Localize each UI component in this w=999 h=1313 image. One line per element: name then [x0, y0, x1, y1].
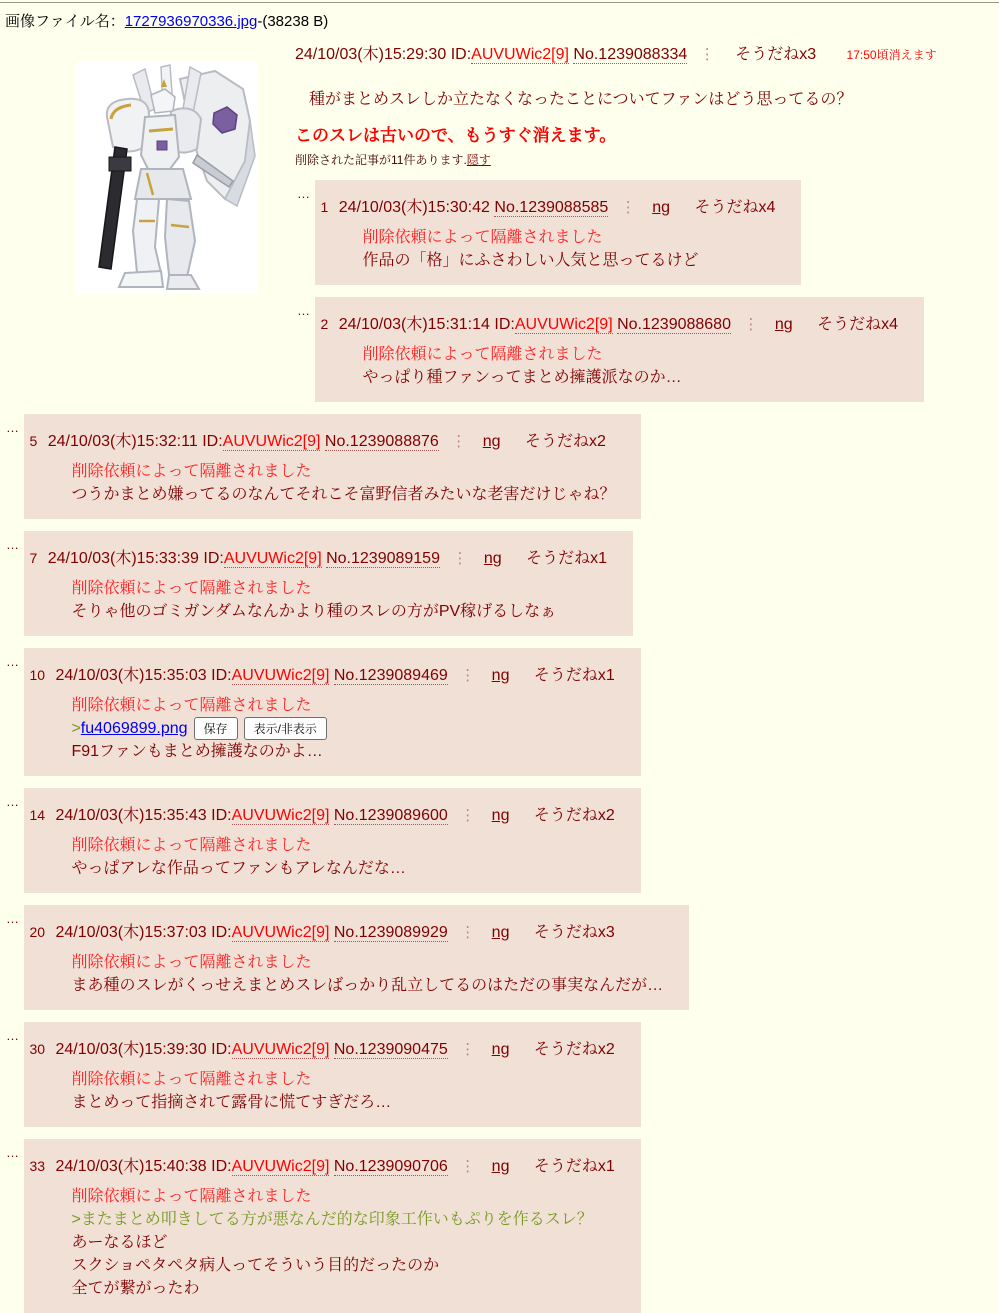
- op-text: 種がまとめスレしか立たなくなったことについてファンはどう思ってるの？: [309, 91, 853, 108]
- reply-post: [24, 531, 633, 636]
- reply-menu-dots-icon[interactable]: …: [6, 1028, 19, 1043]
- reply-text-line: スクショペタペタ病人ってそういう目的だったのか: [71, 1257, 440, 1274]
- quarantine-notice: 削除依頼によって隔離されました: [71, 463, 312, 480]
- reply-body: [71, 694, 614, 763]
- reply-header: [29, 428, 615, 451]
- reply-text-line: 作品の「格」にふさわしい人気と思ってるけど: [362, 252, 699, 269]
- reply-row: [6, 414, 999, 519]
- post-menu-icon[interactable]: ⋮: [460, 924, 476, 941]
- reply-row: [6, 1022, 999, 1127]
- op-post: [295, 41, 999, 168]
- reply-post-number[interactable]: No.1239088585: [494, 199, 609, 216]
- reply-date: 24/10/03(木)15:40:38: [55, 1158, 207, 1175]
- reply-id-wrap: [202, 433, 320, 451]
- reply-soudane-counter[interactable]: そうだねx1: [526, 550, 608, 567]
- reply-id[interactable]: AUVUWic2[9]: [231, 1158, 330, 1175]
- reply-post: [24, 648, 640, 776]
- reply-id-wrap: [211, 667, 329, 685]
- deleted-articles-text: 削除された記事が11件あります.: [295, 153, 467, 167]
- quarantine-notice: 削除依頼によって隔離されました: [71, 1071, 312, 1088]
- quote-line: >またまとめ叩きしてる方が悪なんだ的な印象工作いもぷりを作るスレ？: [71, 1211, 593, 1228]
- reply-header: [29, 1153, 614, 1176]
- reply-id-wrap: [203, 550, 321, 568]
- ng-link[interactable]: ng: [491, 924, 510, 941]
- reply-number: 7: [29, 550, 38, 566]
- reply-id-label: ID:: [211, 1158, 232, 1175]
- top-divider: [0, 2, 999, 3]
- reply-menu-dots-icon[interactable]: …: [6, 911, 19, 926]
- reply-date: 24/10/03(木)15:31:14: [338, 316, 490, 333]
- reply-row: [6, 531, 999, 636]
- reply-id-label: ID:: [211, 1041, 232, 1058]
- post-menu-icon[interactable]: ⋮: [460, 667, 476, 684]
- reply-menu-dots-icon[interactable]: …: [297, 303, 310, 318]
- post-menu-icon[interactable]: ⋮: [460, 1041, 476, 1058]
- file-info-bar: [5, 10, 999, 31]
- reply-header: [320, 311, 898, 334]
- reply-header: [29, 919, 663, 942]
- quarantine-notice: 削除依頼によって隔離されました: [71, 954, 312, 971]
- reply-id-label: ID:: [211, 924, 232, 941]
- reply-id[interactable]: AUVUWic2[9]: [223, 550, 322, 567]
- quarantine-notice: 削除依頼によって隔離されました: [362, 346, 603, 363]
- op-date: 24/10/03(木)15:29:30: [295, 46, 447, 63]
- quarantine-notice: 削除依頼によって隔離されました: [71, 1188, 312, 1205]
- reply-post: [24, 414, 641, 519]
- reply-menu-dots-icon[interactable]: …: [6, 794, 19, 809]
- post-menu-icon[interactable]: ⋮: [460, 807, 476, 824]
- reply-soudane-counter[interactable]: そうだねx2: [533, 807, 615, 824]
- reply-number: 1: [320, 199, 329, 215]
- reply-body: [71, 951, 663, 997]
- reply-body: [71, 577, 607, 623]
- reply-date: 24/10/03(木)15:37:03: [55, 924, 207, 941]
- reply-number: 5: [29, 433, 38, 449]
- reply-soudane-counter[interactable]: そうだねx4: [694, 199, 776, 216]
- ng-link[interactable]: ng: [491, 1041, 510, 1058]
- post-menu-icon[interactable]: ⋮: [451, 433, 467, 450]
- reply-id-wrap: [211, 1041, 329, 1059]
- reply-header: [320, 194, 775, 217]
- op-id-label: ID:: [450, 46, 472, 63]
- reply-date: 24/10/03(木)15:32:11: [47, 433, 198, 450]
- reply-id-wrap: [494, 316, 612, 334]
- reply-post-number[interactable]: No.1239088680: [617, 316, 731, 333]
- ng-link[interactable]: ng: [482, 433, 501, 450]
- thread-old-warning: このスレは古いので、もうすぐ消えます。: [295, 126, 617, 145]
- quote-mark: >: [71, 720, 81, 737]
- reply-post: [315, 180, 801, 285]
- reply-id-label: ID:: [494, 316, 515, 333]
- reply-post: [24, 905, 689, 1010]
- reply-text-line: F91ファンもまとめ擁護なのかよ…: [71, 743, 323, 760]
- reply-soudane-counter[interactable]: そうだねx2: [524, 433, 606, 450]
- reply-number: 2: [320, 316, 329, 332]
- reply-soudane-counter[interactable]: そうだねx3: [533, 924, 615, 941]
- reply-id[interactable]: AUVUWic2[9]: [231, 807, 330, 824]
- reply-menu-dots-icon[interactable]: …: [297, 186, 310, 201]
- ng-link[interactable]: ng: [491, 807, 510, 824]
- reply-row: [6, 1139, 999, 1313]
- reply-text-line: まあ種のスレがくっせえまとめスレばっかり乱立してるのはただの事実なんだが…: [71, 977, 664, 994]
- reply-post: [24, 1139, 640, 1313]
- reply-id-label: ID:: [202, 433, 223, 450]
- reply-body: [71, 834, 614, 880]
- reply-soudane-counter[interactable]: そうだねx1: [533, 667, 615, 684]
- quarantine-notice: 削除依頼によって隔離されました: [71, 837, 312, 854]
- reply-number: 14: [29, 807, 46, 823]
- reply-body: [362, 343, 898, 389]
- quarantine-notice: 削除依頼によって隔離されました: [71, 580, 312, 597]
- reply-soudane-counter[interactable]: そうだねx4: [817, 316, 899, 333]
- op-post-header: [295, 41, 999, 64]
- reply-header: [29, 662, 614, 685]
- reply-row: [297, 180, 999, 285]
- replies-list: [0, 180, 999, 1313]
- reply-soudane-counter[interactable]: そうだねx1: [533, 1158, 615, 1175]
- reply-text-line: やっぱアレな作品ってファンもアレなんだな…: [71, 860, 406, 877]
- reply-header: [29, 1036, 614, 1059]
- reply-menu-dots-icon[interactable]: …: [6, 537, 19, 552]
- reply-id[interactable]: AUVUWic2[9]: [222, 433, 321, 450]
- op-post-number[interactable]: No.1239088334: [573, 46, 688, 63]
- op-id[interactable]: AUVUWic2[9]: [471, 46, 569, 63]
- reply-post-number[interactable]: No.1239089600: [333, 807, 448, 824]
- reply-number: 33: [29, 1158, 46, 1174]
- ng-link[interactable]: ng: [491, 1158, 510, 1175]
- reply-id[interactable]: AUVUWic2[9]: [231, 1041, 330, 1058]
- reply-post: [315, 297, 924, 402]
- ng-link[interactable]: ng: [483, 550, 502, 567]
- reply-body: [362, 226, 775, 272]
- reply-date: 24/10/03(木)15:33:39: [47, 550, 199, 567]
- reply-row: [6, 788, 999, 893]
- reply-id-wrap: [211, 1158, 329, 1176]
- post-menu-icon[interactable]: ⋮: [620, 199, 636, 216]
- deleted-articles-notice: [295, 151, 999, 168]
- reply-number: 30: [29, 1041, 46, 1057]
- reply-text-line: つうかまとめ嫌ってるのなんてそれこそ富野信者みたいな老害だけじゃね？: [71, 486, 616, 503]
- save-button[interactable]: 保存: [194, 717, 238, 740]
- reply-date: 24/10/03(木)15:30:42: [338, 199, 490, 216]
- reply-text-line: まとめって指摘されて露骨に慌てすぎだろ…: [71, 1094, 392, 1111]
- reply-body: [71, 1068, 614, 1114]
- reply-menu-dots-icon[interactable]: …: [6, 1145, 19, 1160]
- op-soudane-counter[interactable]: そうだねx3: [735, 46, 817, 63]
- thread: [0, 41, 999, 1313]
- reply-menu-dots-icon[interactable]: …: [6, 420, 19, 435]
- file-name-label: 画像ファイル名：: [5, 13, 125, 30]
- post-menu-icon[interactable]: ⋮: [452, 550, 468, 567]
- reply-text-line: そりゃ他のゴミガンダムなんかより種のスレの方がPV稼げるしなぁ: [71, 603, 557, 620]
- reply-post-number[interactable]: No.1239089929: [333, 924, 448, 941]
- reply-id[interactable]: AUVUWic2[9]: [231, 924, 330, 941]
- ng-link[interactable]: ng: [491, 667, 510, 684]
- reply-number: 10: [29, 667, 46, 683]
- reply-id-label: ID:: [203, 550, 224, 567]
- reply-body: [71, 460, 615, 506]
- post-menu-icon[interactable]: ⋮: [460, 1158, 476, 1175]
- show-hide-button[interactable]: 表示/非表示: [244, 717, 327, 740]
- quarantine-notice: 削除依頼によって隔離されました: [362, 229, 603, 246]
- reply-date: 24/10/03(木)15:35:03: [55, 667, 207, 684]
- hide-deleted-link[interactable]: 隠す: [466, 153, 491, 167]
- reply-text-line: あーなるほど: [71, 1234, 168, 1251]
- file-name-link[interactable]: 1727936970336.jpg: [124, 13, 258, 30]
- reply-id-wrap: [211, 924, 329, 942]
- reply-row: [6, 905, 999, 1010]
- op-thumbnail-image[interactable]: [75, 61, 258, 294]
- reply-id-label: ID:: [211, 807, 232, 824]
- reply-id[interactable]: AUVUWic2[9]: [514, 316, 613, 333]
- reply-soudane-counter[interactable]: そうだねx2: [533, 1041, 615, 1058]
- reply-row: [6, 648, 999, 776]
- post-menu-icon[interactable]: ⋮: [699, 46, 715, 63]
- ng-link[interactable]: ng: [652, 199, 670, 216]
- reply-post: [24, 788, 640, 893]
- reply-body: [71, 1185, 614, 1300]
- attached-file-line: [71, 717, 614, 740]
- reply-id-wrap: [211, 807, 329, 825]
- thread-expiry-notice: 17:50頃消えます: [846, 48, 937, 62]
- attached-file-link[interactable]: fu4069899.png: [80, 720, 188, 737]
- reply-text-line: 全てが繋がったわ: [71, 1280, 200, 1297]
- reply-post-number[interactable]: No.1239090475: [333, 1041, 448, 1058]
- reply-post-number[interactable]: No.1239090706: [333, 1158, 448, 1175]
- reply-date: 24/10/03(木)15:39:30: [55, 1041, 207, 1058]
- quarantine-notice: 削除依頼によって隔離されました: [71, 697, 312, 714]
- reply-id[interactable]: AUVUWic2[9]: [231, 667, 330, 684]
- reply-header: [29, 802, 614, 825]
- reply-number: 20: [29, 924, 46, 940]
- ng-link[interactable]: ng: [774, 316, 793, 333]
- post-menu-icon[interactable]: ⋮: [743, 316, 759, 333]
- reply-menu-dots-icon[interactable]: …: [6, 654, 19, 669]
- reply-row: [297, 297, 999, 402]
- reply-id-label: ID:: [211, 667, 232, 684]
- reply-post-number[interactable]: No.1239089159: [326, 550, 440, 567]
- reply-header: [29, 545, 607, 568]
- reply-post-number[interactable]: No.1239088876: [324, 433, 439, 450]
- reply-date: 24/10/03(木)15:35:43: [55, 807, 207, 824]
- reply-post: [24, 1022, 640, 1127]
- reply-text-line: やっぱり種ファンってまとめ擁護派なのか…: [362, 369, 682, 386]
- reply-post-number[interactable]: No.1239089469: [333, 667, 448, 684]
- file-size: -(38238 B): [257, 13, 329, 30]
